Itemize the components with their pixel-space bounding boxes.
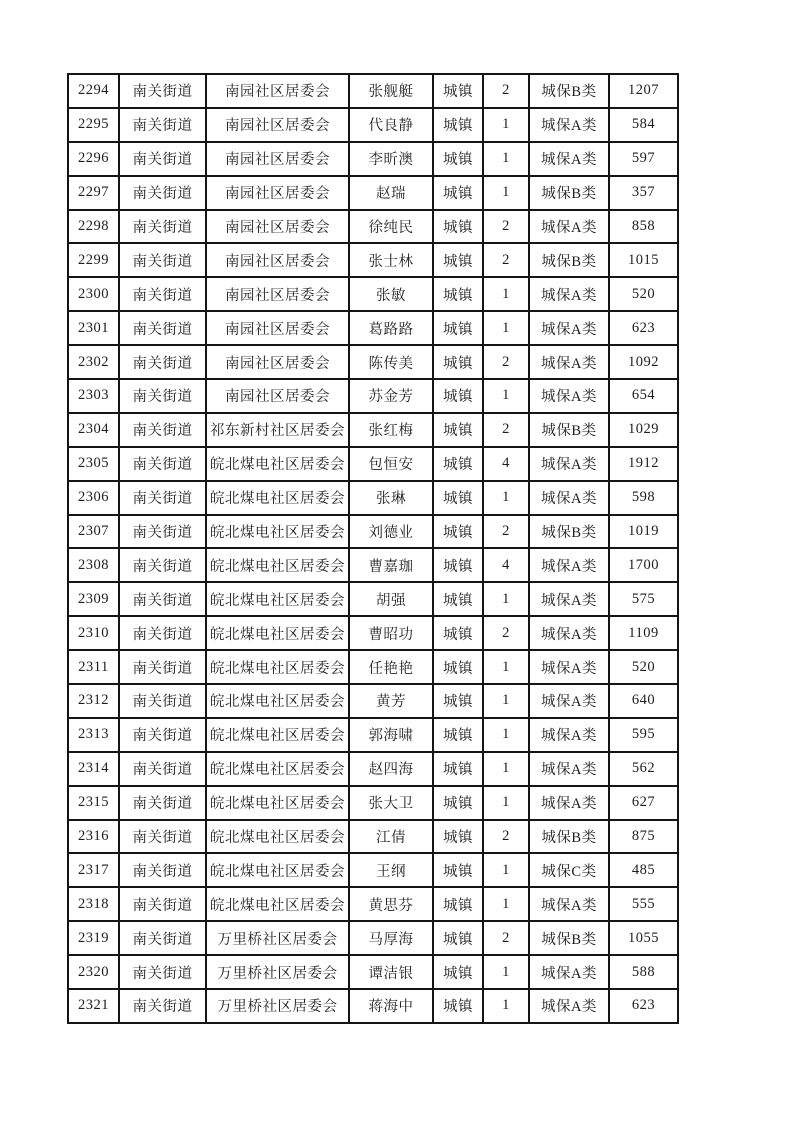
cell-sequence-number: 2308 bbox=[68, 548, 119, 582]
cell-household-type: 城镇 bbox=[433, 243, 483, 277]
cell-household-type: 城镇 bbox=[433, 582, 483, 616]
cell-community-committee: 南园社区居委会 bbox=[206, 277, 349, 311]
cell-community-committee: 皖北煤电社区居委会 bbox=[206, 853, 349, 887]
cell-sequence-number: 2307 bbox=[68, 515, 119, 549]
cell-household-member-count: 1 bbox=[483, 955, 529, 989]
table-row bbox=[68, 887, 678, 921]
cell-household-member-count: 4 bbox=[483, 447, 529, 481]
cell-community-committee: 南园社区居委会 bbox=[206, 311, 349, 345]
cell-benefit-category: 城保A类 bbox=[529, 548, 609, 582]
cell-person-name: 郭海啸 bbox=[349, 718, 433, 752]
cell-street-name: 南关街道 bbox=[119, 955, 206, 989]
cell-benefit-category: 城保A类 bbox=[529, 616, 609, 650]
cell-sequence-number: 2310 bbox=[68, 616, 119, 650]
table-row bbox=[68, 379, 678, 413]
cell-household-member-count: 1 bbox=[483, 582, 529, 616]
cell-household-member-count: 1 bbox=[483, 176, 529, 210]
cell-sequence-number: 2301 bbox=[68, 311, 119, 345]
cell-benefit-amount: 1092 bbox=[609, 345, 678, 379]
cell-community-committee: 南园社区居委会 bbox=[206, 345, 349, 379]
cell-household-type: 城镇 bbox=[433, 515, 483, 549]
cell-street-name: 南关街道 bbox=[119, 684, 206, 718]
cell-street-name: 南关街道 bbox=[119, 921, 206, 955]
cell-household-member-count: 1 bbox=[483, 989, 529, 1023]
cell-sequence-number: 2296 bbox=[68, 142, 119, 176]
cell-household-member-count: 2 bbox=[483, 515, 529, 549]
cell-street-name: 南关街道 bbox=[119, 345, 206, 379]
cell-person-name: 张敏 bbox=[349, 277, 433, 311]
cell-sequence-number: 2320 bbox=[68, 955, 119, 989]
cell-household-member-count: 1 bbox=[483, 481, 529, 515]
cell-community-committee: 万里桥社区居委会 bbox=[206, 921, 349, 955]
cell-sequence-number: 2321 bbox=[68, 989, 119, 1023]
table-row bbox=[68, 989, 678, 1023]
cell-benefit-amount: 640 bbox=[609, 684, 678, 718]
cell-person-name: 胡强 bbox=[349, 582, 433, 616]
cell-benefit-category: 城保B类 bbox=[529, 515, 609, 549]
cell-household-member-count: 2 bbox=[483, 74, 529, 108]
cell-benefit-category: 城保A类 bbox=[529, 752, 609, 786]
cell-benefit-category: 城保A类 bbox=[529, 277, 609, 311]
cell-community-committee: 南园社区居委会 bbox=[206, 142, 349, 176]
table-row bbox=[68, 447, 678, 481]
cell-household-type: 城镇 bbox=[433, 752, 483, 786]
cell-household-member-count: 1 bbox=[483, 786, 529, 820]
cell-street-name: 南关街道 bbox=[119, 210, 206, 244]
cell-person-name: 蒋海中 bbox=[349, 989, 433, 1023]
cell-street-name: 南关街道 bbox=[119, 548, 206, 582]
cell-street-name: 南关街道 bbox=[119, 379, 206, 413]
table-row bbox=[68, 243, 678, 277]
cell-household-type: 城镇 bbox=[433, 447, 483, 481]
table-row bbox=[68, 108, 678, 142]
cell-sequence-number: 2302 bbox=[68, 345, 119, 379]
cell-street-name: 南关街道 bbox=[119, 277, 206, 311]
cell-sequence-number: 2319 bbox=[68, 921, 119, 955]
cell-community-committee: 皖北煤电社区居委会 bbox=[206, 684, 349, 718]
cell-community-committee: 南园社区居委会 bbox=[206, 379, 349, 413]
cell-household-type: 城镇 bbox=[433, 548, 483, 582]
cell-sequence-number: 2314 bbox=[68, 752, 119, 786]
cell-benefit-amount: 1055 bbox=[609, 921, 678, 955]
cell-benefit-amount: 520 bbox=[609, 277, 678, 311]
cell-benefit-category: 城保A类 bbox=[529, 345, 609, 379]
table-row bbox=[68, 142, 678, 176]
table-row bbox=[68, 786, 678, 820]
table-row bbox=[68, 752, 678, 786]
table-row bbox=[68, 820, 678, 854]
cell-benefit-amount: 597 bbox=[609, 142, 678, 176]
cell-community-committee: 皖北煤电社区居委会 bbox=[206, 447, 349, 481]
cell-benefit-category: 城保A类 bbox=[529, 210, 609, 244]
cell-household-type: 城镇 bbox=[433, 108, 483, 142]
table-row bbox=[68, 481, 678, 515]
cell-community-committee: 南园社区居委会 bbox=[206, 108, 349, 142]
cell-sequence-number: 2294 bbox=[68, 74, 119, 108]
cell-benefit-category: 城保A类 bbox=[529, 684, 609, 718]
cell-person-name: 苏金芳 bbox=[349, 379, 433, 413]
table-row bbox=[68, 74, 678, 108]
cell-benefit-amount: 588 bbox=[609, 955, 678, 989]
cell-street-name: 南关街道 bbox=[119, 243, 206, 277]
cell-person-name: 刘德业 bbox=[349, 515, 433, 549]
cell-street-name: 南关街道 bbox=[119, 582, 206, 616]
cell-person-name: 葛路路 bbox=[349, 311, 433, 345]
cell-person-name: 曹嘉珈 bbox=[349, 548, 433, 582]
table-row bbox=[68, 548, 678, 582]
cell-household-type: 城镇 bbox=[433, 74, 483, 108]
cell-household-member-count: 4 bbox=[483, 548, 529, 582]
cell-person-name: 张舰艇 bbox=[349, 74, 433, 108]
cell-sequence-number: 2318 bbox=[68, 887, 119, 921]
cell-street-name: 南关街道 bbox=[119, 311, 206, 345]
cell-household-type: 城镇 bbox=[433, 345, 483, 379]
cell-benefit-category: 城保B类 bbox=[529, 413, 609, 447]
cell-household-type: 城镇 bbox=[433, 142, 483, 176]
cell-community-committee: 祁东新村社区居委会 bbox=[206, 413, 349, 447]
cell-street-name: 南关街道 bbox=[119, 718, 206, 752]
cell-household-member-count: 1 bbox=[483, 718, 529, 752]
cell-household-type: 城镇 bbox=[433, 277, 483, 311]
cell-household-type: 城镇 bbox=[433, 989, 483, 1023]
cell-person-name: 江倩 bbox=[349, 820, 433, 854]
cell-sequence-number: 2295 bbox=[68, 108, 119, 142]
cell-person-name: 黄芳 bbox=[349, 684, 433, 718]
cell-benefit-amount: 627 bbox=[609, 786, 678, 820]
cell-sequence-number: 2306 bbox=[68, 481, 119, 515]
cell-sequence-number: 2317 bbox=[68, 853, 119, 887]
table-row bbox=[68, 413, 678, 447]
table-row bbox=[68, 921, 678, 955]
cell-street-name: 南关街道 bbox=[119, 853, 206, 887]
cell-household-type: 城镇 bbox=[433, 718, 483, 752]
cell-benefit-category: 城保A类 bbox=[529, 989, 609, 1023]
cell-household-type: 城镇 bbox=[433, 820, 483, 854]
cell-street-name: 南关街道 bbox=[119, 74, 206, 108]
cell-benefit-amount: 562 bbox=[609, 752, 678, 786]
cell-benefit-category: 城保A类 bbox=[529, 311, 609, 345]
cell-person-name: 谭洁银 bbox=[349, 955, 433, 989]
cell-community-committee: 皖北煤电社区居委会 bbox=[206, 820, 349, 854]
cell-benefit-amount: 584 bbox=[609, 108, 678, 142]
cell-community-committee: 皖北煤电社区居委会 bbox=[206, 548, 349, 582]
cell-sequence-number: 2297 bbox=[68, 176, 119, 210]
cell-person-name: 包恒安 bbox=[349, 447, 433, 481]
table-row bbox=[68, 650, 678, 684]
table-row bbox=[68, 718, 678, 752]
cell-benefit-amount: 575 bbox=[609, 582, 678, 616]
cell-household-member-count: 2 bbox=[483, 413, 529, 447]
cell-street-name: 南关街道 bbox=[119, 142, 206, 176]
cell-benefit-category: 城保B类 bbox=[529, 243, 609, 277]
cell-benefit-category: 城保A类 bbox=[529, 718, 609, 752]
cell-street-name: 南关街道 bbox=[119, 820, 206, 854]
cell-benefit-category: 城保A类 bbox=[529, 786, 609, 820]
cell-household-member-count: 2 bbox=[483, 243, 529, 277]
cell-person-name: 代良静 bbox=[349, 108, 433, 142]
cell-benefit-amount: 623 bbox=[609, 989, 678, 1023]
cell-household-member-count: 1 bbox=[483, 853, 529, 887]
cell-benefit-category: 城保A类 bbox=[529, 447, 609, 481]
table-row bbox=[68, 311, 678, 345]
cell-community-committee: 皖北煤电社区居委会 bbox=[206, 887, 349, 921]
cell-sequence-number: 2304 bbox=[68, 413, 119, 447]
cell-household-type: 城镇 bbox=[433, 786, 483, 820]
cell-benefit-amount: 1109 bbox=[609, 616, 678, 650]
cell-benefit-category: 城保A类 bbox=[529, 582, 609, 616]
cell-benefit-category: 城保A类 bbox=[529, 481, 609, 515]
cell-household-member-count: 1 bbox=[483, 379, 529, 413]
table-row bbox=[68, 277, 678, 311]
cell-person-name: 张红梅 bbox=[349, 413, 433, 447]
cell-community-committee: 南园社区居委会 bbox=[206, 210, 349, 244]
cell-person-name: 陈传美 bbox=[349, 345, 433, 379]
cell-community-committee: 万里桥社区居委会 bbox=[206, 989, 349, 1023]
table-row bbox=[68, 210, 678, 244]
cell-sequence-number: 2315 bbox=[68, 786, 119, 820]
cell-household-type: 城镇 bbox=[433, 413, 483, 447]
cell-benefit-category: 城保A类 bbox=[529, 108, 609, 142]
cell-sequence-number: 2311 bbox=[68, 650, 119, 684]
cell-benefit-amount: 1019 bbox=[609, 515, 678, 549]
cell-person-name: 徐纯民 bbox=[349, 210, 433, 244]
cell-household-type: 城镇 bbox=[433, 616, 483, 650]
cell-benefit-amount: 598 bbox=[609, 481, 678, 515]
cell-household-member-count: 1 bbox=[483, 752, 529, 786]
cell-street-name: 南关街道 bbox=[119, 616, 206, 650]
cell-sequence-number: 2305 bbox=[68, 447, 119, 481]
cell-benefit-category: 城保B类 bbox=[529, 176, 609, 210]
cell-benefit-category: 城保C类 bbox=[529, 853, 609, 887]
cell-household-member-count: 2 bbox=[483, 210, 529, 244]
cell-household-type: 城镇 bbox=[433, 311, 483, 345]
table-row bbox=[68, 955, 678, 989]
cell-household-member-count: 1 bbox=[483, 277, 529, 311]
cell-community-committee: 南园社区居委会 bbox=[206, 176, 349, 210]
table-row bbox=[68, 616, 678, 650]
cell-sequence-number: 2299 bbox=[68, 243, 119, 277]
table-row bbox=[68, 582, 678, 616]
cell-sequence-number: 2303 bbox=[68, 379, 119, 413]
cell-community-committee: 皖北煤电社区居委会 bbox=[206, 718, 349, 752]
cell-community-committee: 南园社区居委会 bbox=[206, 243, 349, 277]
cell-street-name: 南关街道 bbox=[119, 176, 206, 210]
cell-sequence-number: 2312 bbox=[68, 684, 119, 718]
cell-household-type: 城镇 bbox=[433, 210, 483, 244]
cell-household-type: 城镇 bbox=[433, 176, 483, 210]
cell-sequence-number: 2309 bbox=[68, 582, 119, 616]
cell-community-committee: 皖北煤电社区居委会 bbox=[206, 481, 349, 515]
cell-person-name: 王纲 bbox=[349, 853, 433, 887]
cell-person-name: 张士林 bbox=[349, 243, 433, 277]
table-row bbox=[68, 176, 678, 210]
cell-household-member-count: 1 bbox=[483, 887, 529, 921]
cell-street-name: 南关街道 bbox=[119, 515, 206, 549]
cell-person-name: 马厚海 bbox=[349, 921, 433, 955]
cell-benefit-amount: 1015 bbox=[609, 243, 678, 277]
cell-benefit-amount: 875 bbox=[609, 820, 678, 854]
cell-benefit-amount: 520 bbox=[609, 650, 678, 684]
cell-benefit-category: 城保A类 bbox=[529, 379, 609, 413]
cell-community-committee: 皖北煤电社区居委会 bbox=[206, 616, 349, 650]
cell-household-member-count: 1 bbox=[483, 142, 529, 176]
benefits-table bbox=[67, 73, 679, 1024]
cell-benefit-amount: 1912 bbox=[609, 447, 678, 481]
cell-community-committee: 皖北煤电社区居委会 bbox=[206, 515, 349, 549]
cell-person-name: 张大卫 bbox=[349, 786, 433, 820]
cell-person-name: 李昕澳 bbox=[349, 142, 433, 176]
table-row bbox=[68, 345, 678, 379]
cell-benefit-amount: 485 bbox=[609, 853, 678, 887]
cell-community-committee: 皖北煤电社区居委会 bbox=[206, 582, 349, 616]
cell-benefit-amount: 858 bbox=[609, 210, 678, 244]
cell-street-name: 南关街道 bbox=[119, 650, 206, 684]
cell-person-name: 任艳艳 bbox=[349, 650, 433, 684]
cell-community-committee: 皖北煤电社区居委会 bbox=[206, 752, 349, 786]
cell-benefit-amount: 1207 bbox=[609, 74, 678, 108]
cell-household-member-count: 1 bbox=[483, 108, 529, 142]
cell-household-member-count: 2 bbox=[483, 820, 529, 854]
table-row bbox=[68, 515, 678, 549]
cell-sequence-number: 2300 bbox=[68, 277, 119, 311]
cell-benefit-category: 城保B类 bbox=[529, 74, 609, 108]
cell-household-type: 城镇 bbox=[433, 853, 483, 887]
cell-street-name: 南关街道 bbox=[119, 481, 206, 515]
cell-street-name: 南关街道 bbox=[119, 887, 206, 921]
cell-household-type: 城镇 bbox=[433, 955, 483, 989]
cell-street-name: 南关街道 bbox=[119, 752, 206, 786]
cell-person-name: 曹昭功 bbox=[349, 616, 433, 650]
cell-sequence-number: 2298 bbox=[68, 210, 119, 244]
cell-benefit-amount: 595 bbox=[609, 718, 678, 752]
cell-street-name: 南关街道 bbox=[119, 447, 206, 481]
cell-household-type: 城镇 bbox=[433, 379, 483, 413]
cell-household-type: 城镇 bbox=[433, 887, 483, 921]
cell-street-name: 南关街道 bbox=[119, 108, 206, 142]
cell-benefit-category: 城保A类 bbox=[529, 887, 609, 921]
cell-benefit-amount: 1029 bbox=[609, 413, 678, 447]
cell-person-name: 赵四海 bbox=[349, 752, 433, 786]
cell-benefit-category: 城保B类 bbox=[529, 921, 609, 955]
cell-household-member-count: 1 bbox=[483, 684, 529, 718]
cell-household-member-count: 1 bbox=[483, 311, 529, 345]
cell-benefit-category: 城保A类 bbox=[529, 955, 609, 989]
cell-community-committee: 皖北煤电社区居委会 bbox=[206, 786, 349, 820]
cell-community-committee: 南园社区居委会 bbox=[206, 74, 349, 108]
cell-street-name: 南关街道 bbox=[119, 413, 206, 447]
cell-household-member-count: 1 bbox=[483, 650, 529, 684]
cell-benefit-category: 城保A类 bbox=[529, 650, 609, 684]
cell-household-type: 城镇 bbox=[433, 650, 483, 684]
cell-person-name: 赵瑞 bbox=[349, 176, 433, 210]
cell-benefit-amount: 555 bbox=[609, 887, 678, 921]
cell-street-name: 南关街道 bbox=[119, 786, 206, 820]
cell-benefit-category: 城保A类 bbox=[529, 142, 609, 176]
table-row bbox=[68, 853, 678, 887]
cell-person-name: 张琳 bbox=[349, 481, 433, 515]
cell-household-member-count: 2 bbox=[483, 345, 529, 379]
cell-street-name: 南关街道 bbox=[119, 989, 206, 1023]
cell-household-type: 城镇 bbox=[433, 684, 483, 718]
cell-household-type: 城镇 bbox=[433, 481, 483, 515]
cell-household-member-count: 2 bbox=[483, 616, 529, 650]
cell-household-member-count: 2 bbox=[483, 921, 529, 955]
cell-benefit-amount: 357 bbox=[609, 176, 678, 210]
cell-benefit-amount: 1700 bbox=[609, 548, 678, 582]
cell-community-committee: 万里桥社区居委会 bbox=[206, 955, 349, 989]
cell-benefit-category: 城保B类 bbox=[529, 820, 609, 854]
table-row bbox=[68, 684, 678, 718]
cell-benefit-amount: 623 bbox=[609, 311, 678, 345]
cell-sequence-number: 2313 bbox=[68, 718, 119, 752]
cell-sequence-number: 2316 bbox=[68, 820, 119, 854]
table-body bbox=[68, 74, 678, 1023]
cell-benefit-amount: 654 bbox=[609, 379, 678, 413]
cell-person-name: 黄思芬 bbox=[349, 887, 433, 921]
cell-community-committee: 皖北煤电社区居委会 bbox=[206, 650, 349, 684]
cell-household-type: 城镇 bbox=[433, 921, 483, 955]
